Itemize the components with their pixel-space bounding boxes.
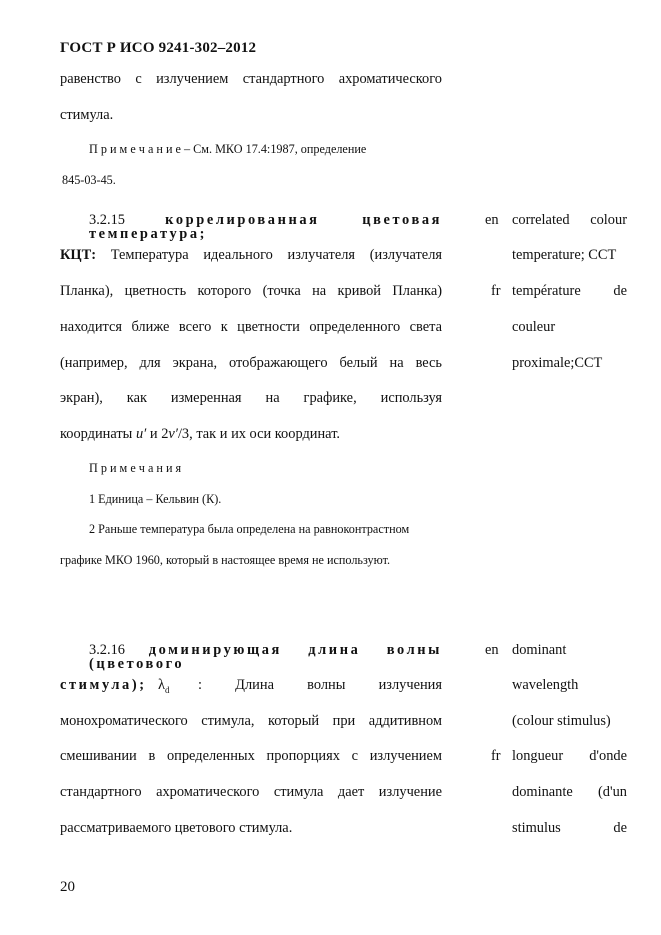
term-abbreviation: КЦТ:: [60, 247, 97, 263]
term-number: 3.2.15: [89, 212, 125, 228]
note-label: П р и м е ч а н и е: [89, 142, 181, 156]
fr-label: fr: [491, 748, 501, 764]
en-label: en: [485, 212, 499, 228]
term-3-2-15-line-7: координаты u′ и 2v′/3, так и их оси координат.: [60, 426, 340, 442]
en-term-line-2: wavelength: [512, 677, 579, 693]
note-2-line-2: графике МКО 1960, который в настоящее время не используют.: [60, 553, 391, 567]
term-name: доминирующая длина волны (цветового: [89, 642, 442, 673]
intro-line-1: равенство с излучением стандартного ахроматического: [60, 71, 442, 87]
note-1: 1 Единица – Кельвин (К).: [89, 492, 222, 506]
intro-line-2: стимула.: [60, 107, 114, 123]
fr-term-line-1: température de: [512, 283, 627, 299]
note-text: – См. МКО 17.4:1987, определение: [180, 142, 367, 156]
coordinate-u: u′: [135, 426, 147, 442]
intro-note: [89, 143, 366, 155]
fr-term-line-2: couleur: [512, 319, 556, 335]
term-3-2-16-line-2: : Длина волны излучения: [198, 677, 442, 693]
fr-label: fr: [491, 283, 501, 299]
document-header: ГОСТ Р ИСО 9241-302–2012: [60, 40, 257, 56]
term-3-2-15-line-6: экран), как измеренная на графике, используя: [60, 390, 442, 406]
fr-term-line-3: proximale;CCT: [512, 355, 603, 371]
page-number: 20: [60, 879, 75, 895]
en-term-line-2: temperature; CCT: [512, 247, 617, 263]
en-term-line-1: dominant: [512, 642, 567, 658]
en-term-line-3: (colour stimulus): [512, 713, 611, 729]
term-symbol: $\lambda_d$: [158, 677, 170, 695]
term-name: коррелированная цветовая температура;: [89, 212, 442, 243]
term-3-2-16-line-6: рассматриваемого цветового стимула.: [60, 820, 293, 836]
intro-note-continued: 845-03-45.: [62, 173, 116, 187]
term-3-2-15-line-5: (например, для экрана, отображающего белый на весь: [60, 355, 442, 371]
en-term-line-1: correlated colour: [512, 212, 627, 228]
term-3-2-16-term-continued: стимула);: [60, 677, 147, 693]
fr-term-line-1: longueur d'onde: [512, 748, 627, 764]
term-3-2-16-line-3: монохроматического стимула, который при аддитивном: [60, 713, 442, 729]
fr-term-line-3: stimulus de: [512, 820, 627, 836]
term-3-2-16-line-5: стандартного ахроматического стимула дает излучение: [60, 784, 442, 800]
term-3-2-15-line-2: КЦТ: Температура идеального излучателя (излучателя: [60, 247, 442, 263]
en-label: en: [485, 642, 499, 658]
term-3-2-15-heading: [89, 213, 442, 242]
term-3-2-16-heading: [89, 643, 442, 672]
term-3-2-15-line-3: Планка), цветность которого (точка на кривой Планка): [60, 283, 442, 299]
notes-label: П р и м е ч а н и я: [89, 461, 182, 475]
term-3-2-15-line-4: находится ближе всего к цветности определенного света: [60, 319, 442, 335]
fr-term-line-2: dominante (d'un: [512, 784, 627, 800]
term-number: 3.2.16: [89, 642, 125, 658]
term-3-2-16-line-4: смешивании в определенных пропорциях с излучением: [60, 748, 442, 764]
coordinate-v: v′: [168, 426, 178, 442]
note-2-line-1: 2 Раньше температура была определена на равноконтрастном: [89, 522, 410, 536]
